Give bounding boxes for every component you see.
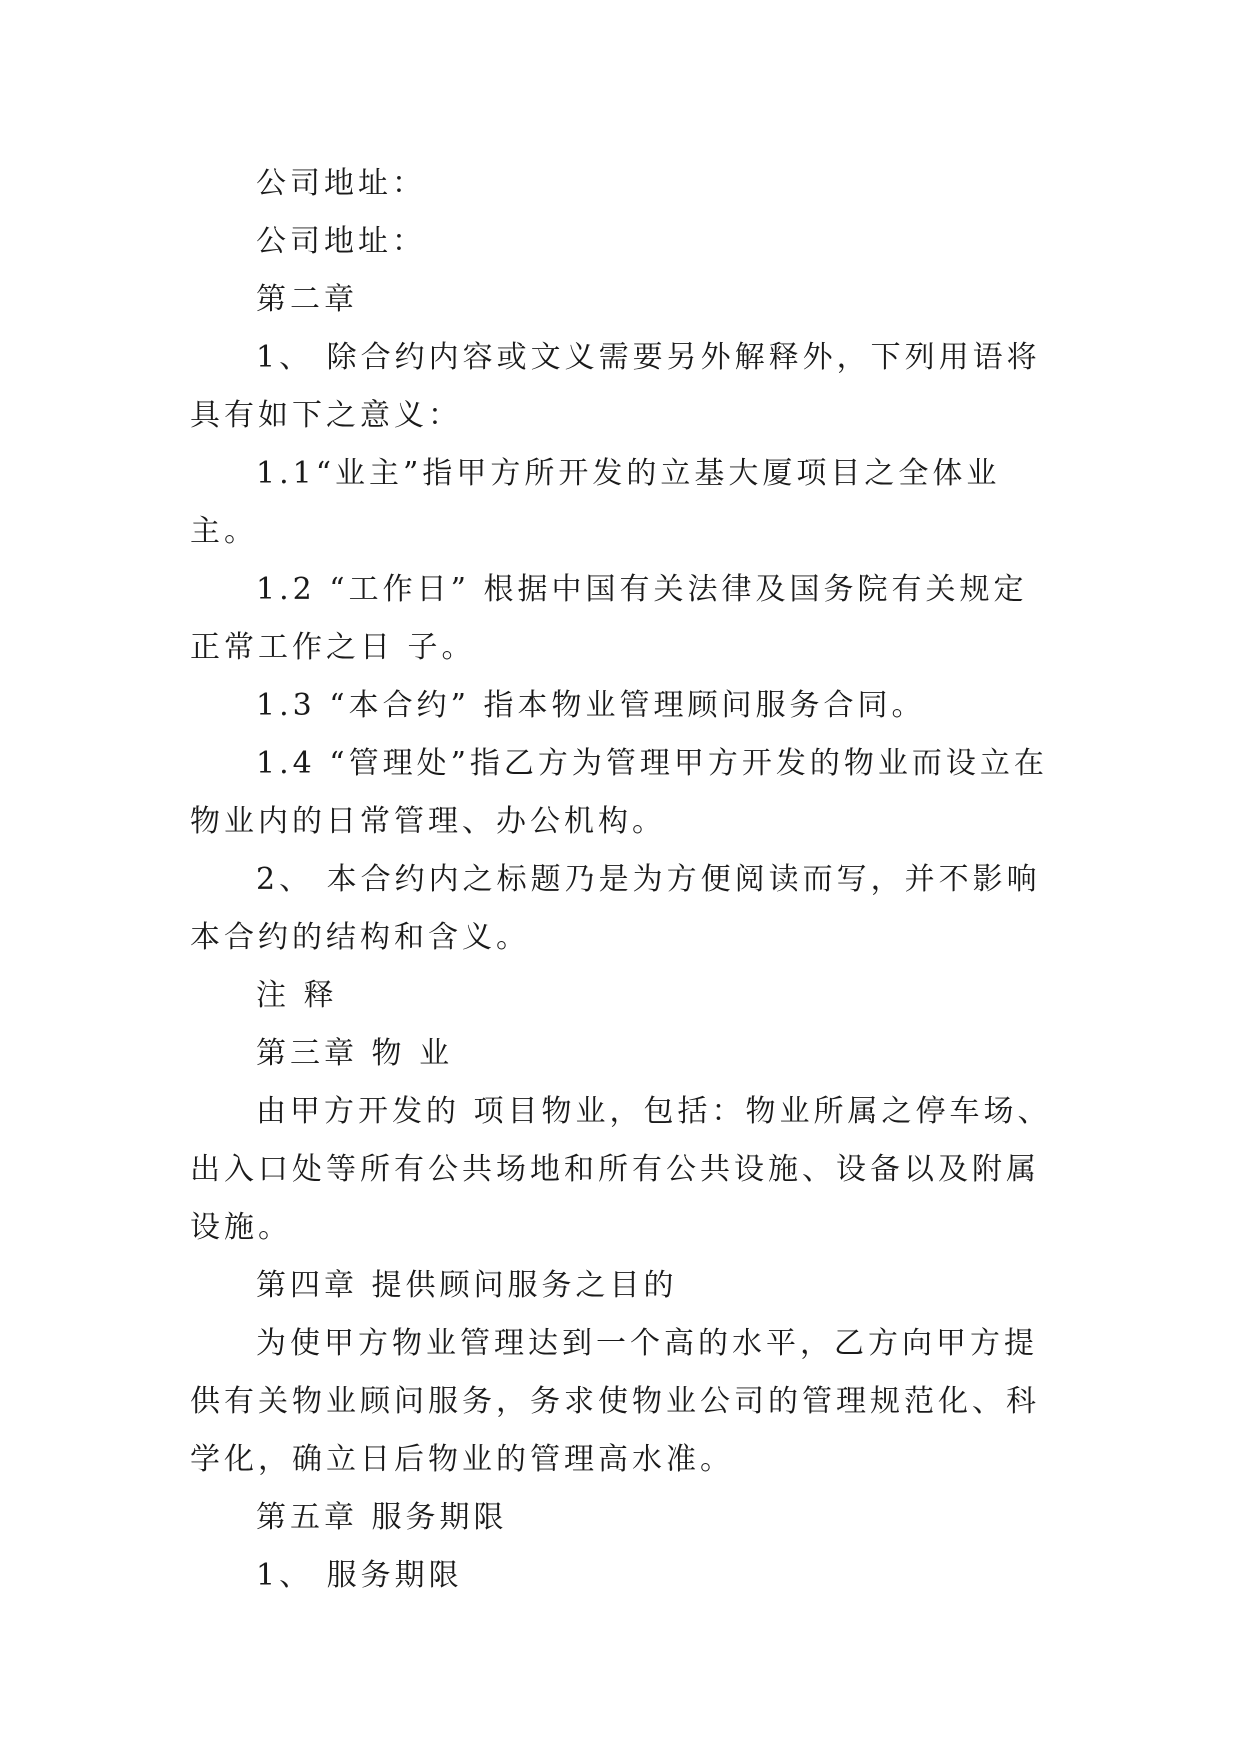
clause-1-2: 1.2 “工作日” 根据中国有关法律及国务院有关规定正常工作之日 子。 bbox=[190, 572, 1028, 665]
company-address-line-1: 公司地址： bbox=[256, 166, 426, 201]
chapter-5-heading: 第五章 服务期限 bbox=[256, 1500, 508, 1535]
chapter-2-heading: 第二章 bbox=[256, 282, 358, 317]
chapter-4-body: 为使甲方物业管理达到一个高的水平，乙方向甲方提供有关物业顾问服务，务求使物业公司的管理规范化、科学化，确立日后物业的管理高水准。 bbox=[190, 1326, 1040, 1477]
chapter-3-body: 由甲方开发的 项目物业，包括：物业所属之停车场、出入口处等所有公共场地和所有公共设施、设备以及附属设施。 bbox=[190, 1094, 1052, 1245]
chapter-3-heading: 第三章 物 业 bbox=[256, 1036, 454, 1071]
service-term-item: 1、 服务期限 bbox=[256, 1558, 463, 1593]
clause-1: 1、 除合约内容或文义需要另外解释外，下列用语将具有如下之意义： bbox=[190, 340, 1041, 433]
notes-heading: 注 释 bbox=[256, 978, 338, 1013]
clause-1-4: 1.4 “管理处”指乙方为管理甲方开发的物业而设立在物业内的日常管理、办公机构。 bbox=[190, 746, 1048, 839]
clause-2: 2、 本合约内之标题乃是为方便阅读而写，并不影响本合约的结构和含义。 bbox=[190, 862, 1041, 955]
clause-1-3: 1.3 “本合约” 指本物业管理顾问服务合同。 bbox=[256, 688, 926, 723]
company-address-line-2: 公司地址： bbox=[256, 224, 426, 259]
chapter-4-heading: 第四章 提供顾问服务之目的 bbox=[256, 1268, 678, 1303]
clause-1-1: 1.1“业主”指甲方所开发的立基大厦项目之全体业主。 bbox=[190, 456, 1001, 549]
document-body bbox=[190, 155, 1060, 1605]
